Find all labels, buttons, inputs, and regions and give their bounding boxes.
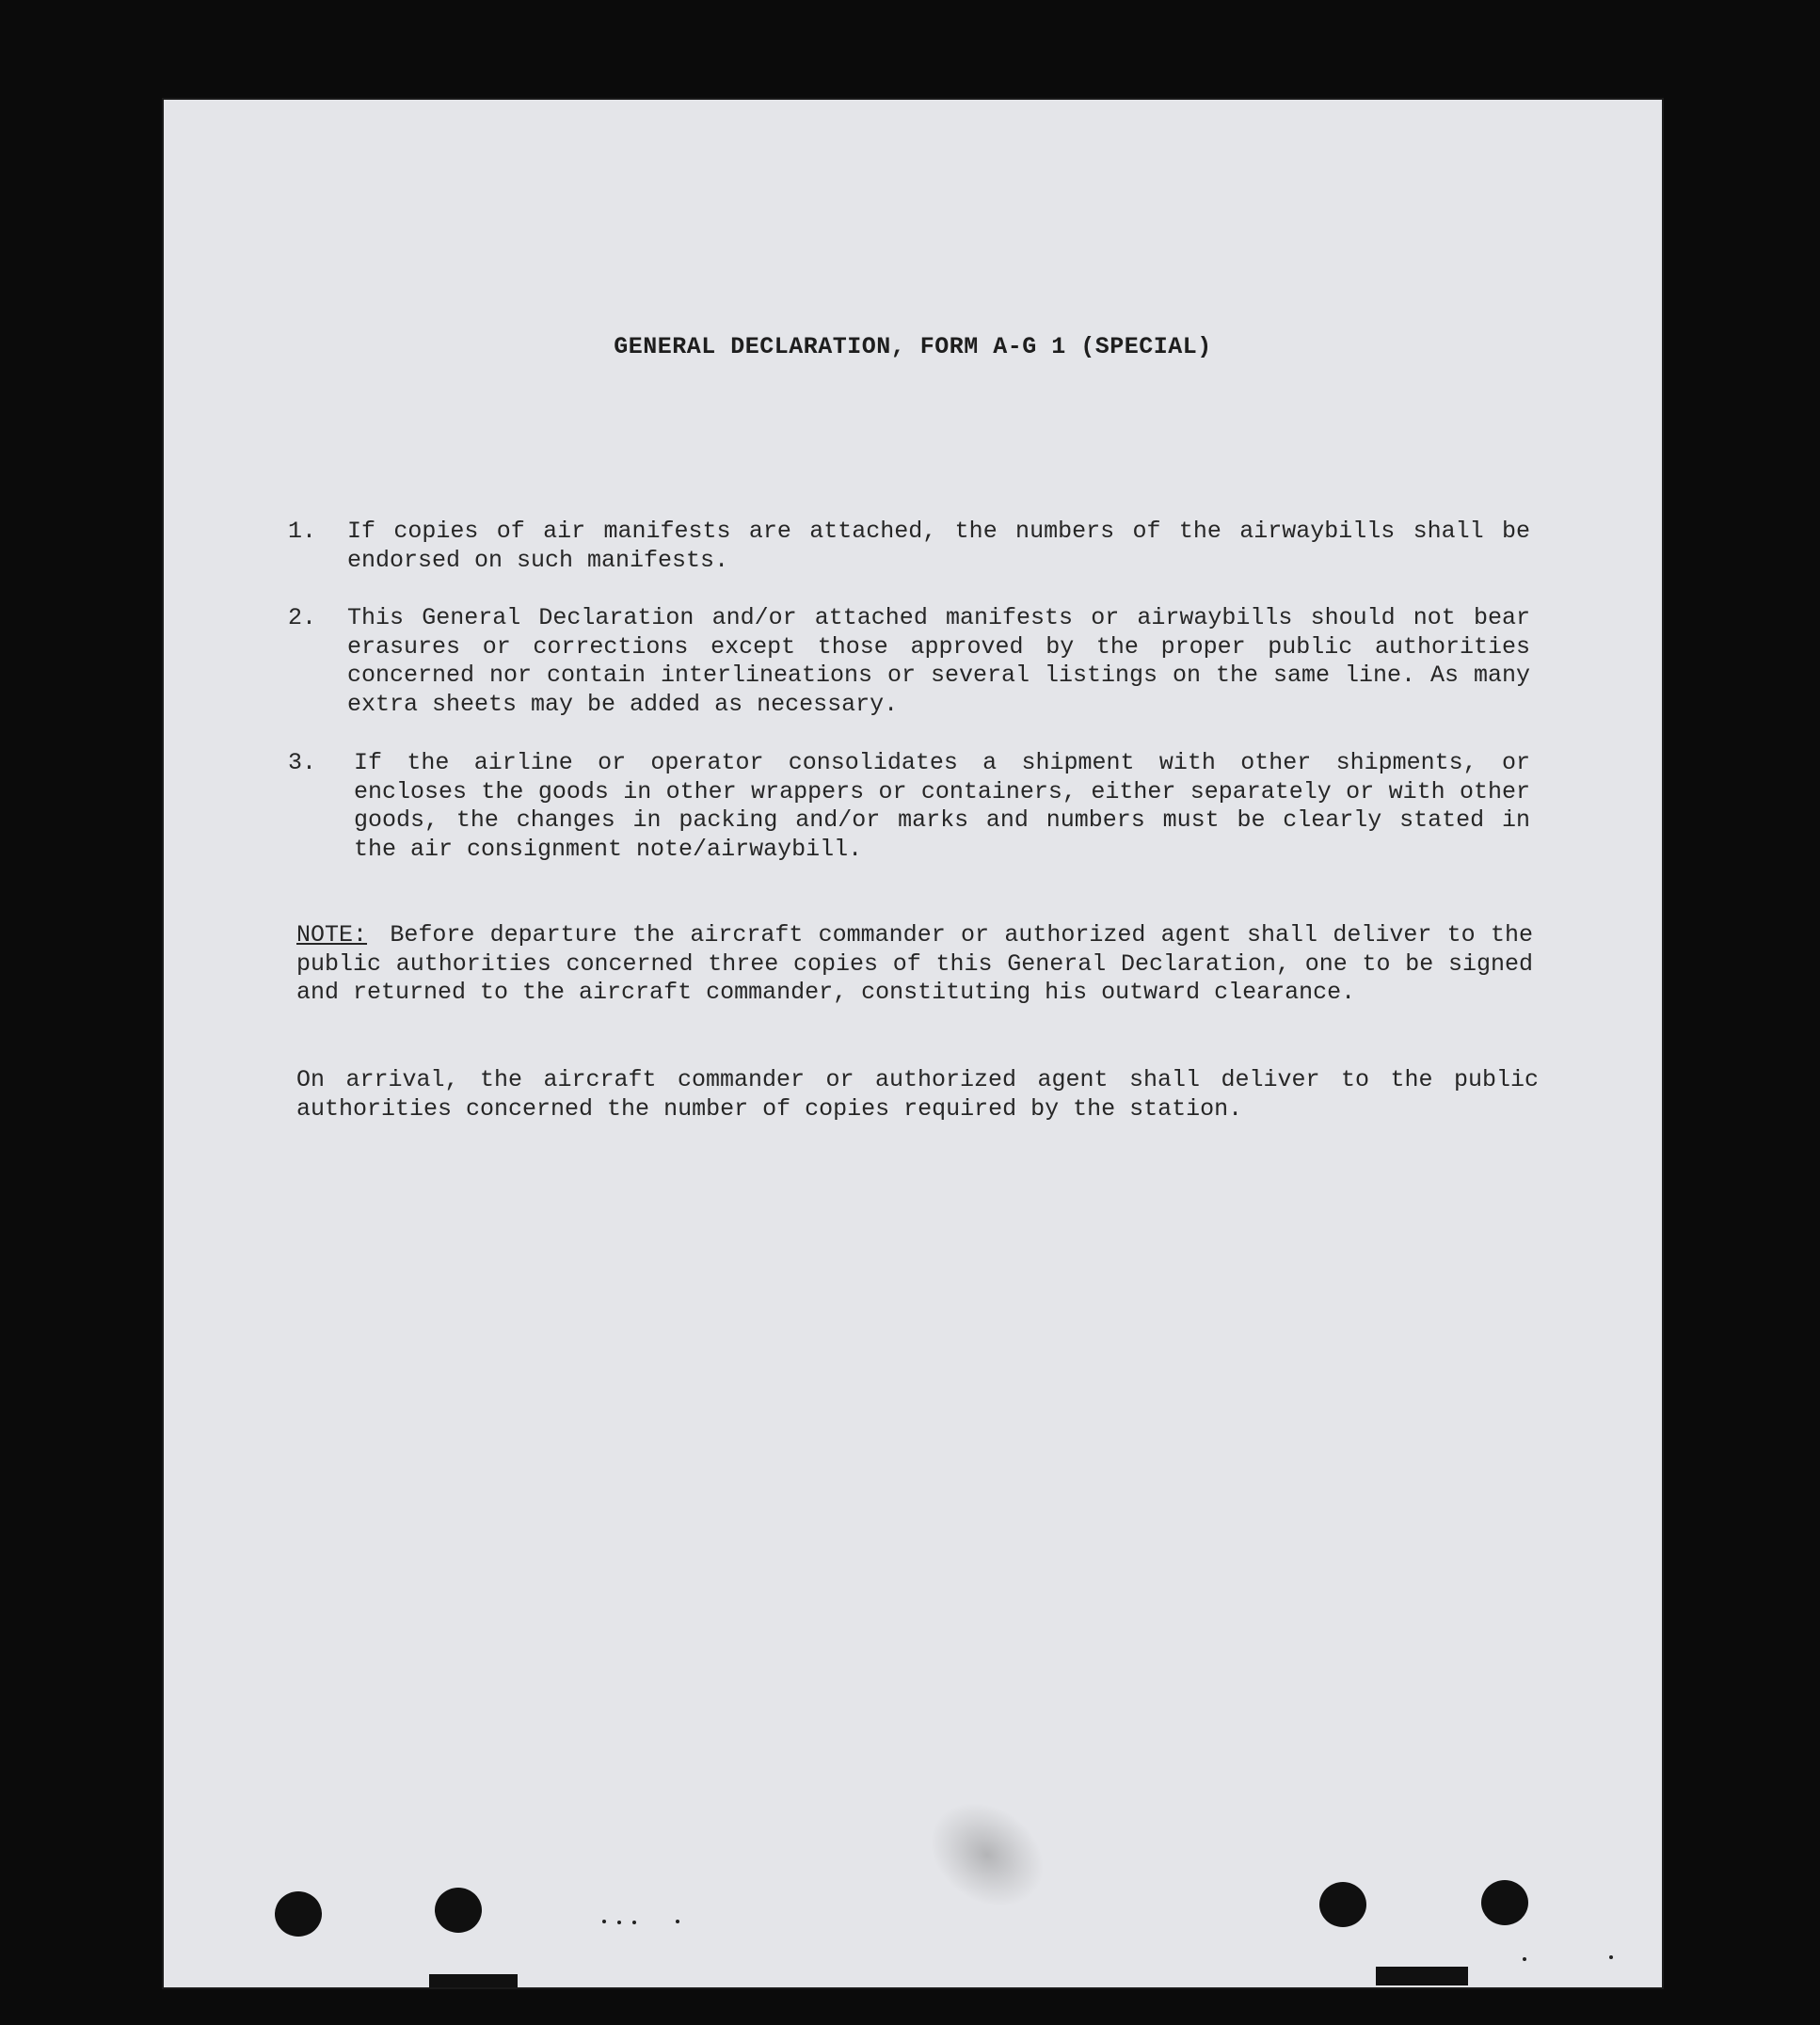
page-edge-tab [1376, 1967, 1468, 1985]
speck [617, 1921, 621, 1924]
speck [602, 1920, 606, 1923]
item-text: If copies of air manifests are attached, the numbers of the airwaybills shall be endorsed on such manifests. [347, 518, 1530, 574]
note-label: NOTE: [296, 921, 368, 949]
item-number: 3. [288, 749, 317, 776]
speck [676, 1920, 679, 1923]
item-number: 2. [288, 604, 317, 631]
ink-smudge [910, 1781, 1064, 1928]
speck [1523, 1957, 1526, 1961]
punch-hole [275, 1891, 322, 1937]
item-text: If the airline or operator consolidates a shipment with other shipments, or encloses the goods in other wrappers or containers, either separately or with other goods, the changes in packing and/or marks and numbers must be clearly stated in the air consignment note/airwaybill. [354, 749, 1530, 863]
item-text: This General Declaration and/or attached manifests or airwaybills should not bear erasures or corrections except those approved by the proper public authorities concerned nor contain interlineations or several listings on the same line. As many extra sheets may be added as necessary. [347, 604, 1530, 718]
list-item [288, 749, 1530, 864]
speck [1609, 1955, 1613, 1959]
list-item [288, 518, 1530, 575]
document-page [164, 100, 1662, 1987]
note-paragraph [296, 921, 1533, 1008]
punch-hole [1319, 1882, 1366, 1927]
list-item [288, 604, 1530, 719]
speck [632, 1921, 636, 1924]
note-text: Before departure the aircraft commander or authorized agent shall deliver to the public authorities concerned three copies of this General Declaration, one to be signed and returned to the aircraft commander, constituting his outward clearance. [296, 921, 1533, 1006]
item-number: 1. [288, 518, 317, 545]
punch-hole [435, 1888, 482, 1933]
punch-hole [1481, 1880, 1528, 1925]
arrival-paragraph: On arrival, the aircraft commander or authorized agent shall deliver to the public authorities concerned the number of copies required by the station. [296, 1066, 1539, 1123]
page-edge-tab [429, 1974, 518, 1987]
document-title: GENERAL DECLARATION, FORM A-G 1 (SPECIAL) [614, 333, 1212, 360]
